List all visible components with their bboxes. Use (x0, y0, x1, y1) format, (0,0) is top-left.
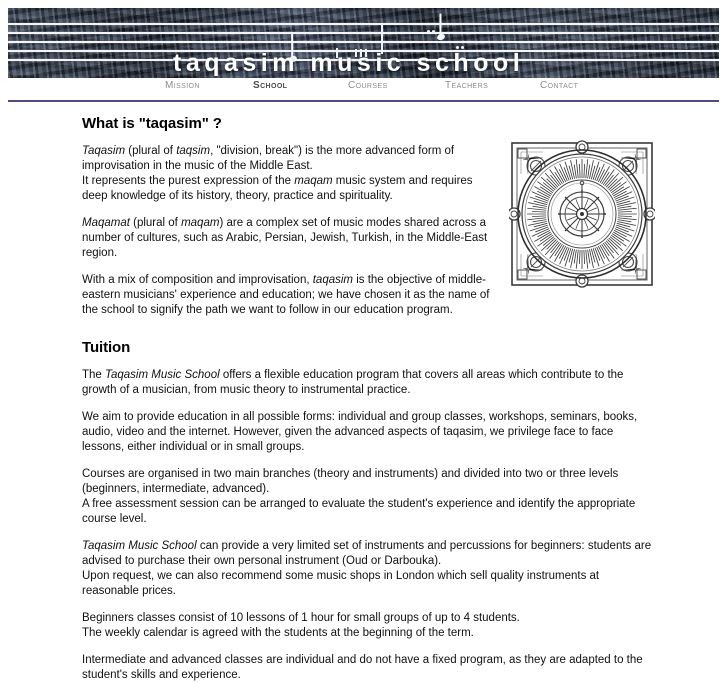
paragraph: Maqamat (plural of maqam) are a complex set of music modes shared across a number of cultures, such as Arabic, Persian, Jewish, Turkish, in the Middle-East region. (82, 217, 488, 259)
paragraph: Taqasim (plural of taqsim, "division, break") is the more advanced form of improvisation in the music of the Middle East. It represents the purest expression of the maqam music system and requires deep knowledge of its history, theory, practice and spirituality. (82, 145, 473, 202)
nav-item-teachers[interactable]: Teachers (445, 80, 489, 91)
site-banner (8, 8, 719, 78)
paragraph: Intermediate and advanced classes are individual and do not have a fixed program, as they are adapted to the student's skills and experience. (82, 654, 643, 681)
music-dots-icon (427, 30, 437, 34)
paragraph: Courses are organised in two main branches (theory and instruments) and divided into two or three levels (beginners, intermediate, advanced). A free assessment session can be arranged to evaluate the student's experience and identify the appropriate course level. (82, 468, 636, 525)
music-note-icon (436, 33, 445, 41)
nav-item-contact[interactable]: Contact (540, 80, 579, 91)
main-navigation (8, 78, 719, 100)
nav-item-mission[interactable]: Mission (165, 80, 200, 91)
page-content (0, 102, 727, 683)
tuition-body (82, 368, 655, 683)
paragraph: The Taqasim Music School offers a flexible education program that covers all areas which contribute to the growth of a musician, from music theory to instrumental practice. (82, 369, 624, 396)
staff-line (8, 23, 719, 25)
paragraph: Taqasim Music School can provide a very limited set of instruments and percussions for beginners: students are advised to purchase their own personal instrument (Oud or Darbouka). Upon request, we can also recommend some music shops in London which sell quality instruments at reasonable prices. (82, 540, 652, 597)
paragraph: With a mix of composition and improvisation, taqasim is the objective of middle-eastern musicians' experience and education; we have chosen it as the name of the school to signify the path we want to follow in our education program. (82, 274, 490, 316)
astrolabe-mandala-icon (509, 140, 655, 288)
staff-line (8, 41, 719, 43)
nav-item-courses[interactable]: Courses (348, 80, 388, 91)
banner-container (0, 0, 727, 78)
nav-item-school[interactable]: School (253, 80, 288, 91)
banner-title: taqasim music school (173, 49, 525, 77)
page-title: What is "taqasim" ? (82, 115, 222, 132)
paragraph: Beginners classes consist of 10 lessons of 1 hour for small groups of up to 4 students. The weekly calendar is agreed with the students at the beginning of the term. (82, 612, 520, 639)
paragraph: We aim to provide education in all possible forms: individual and group classes, workshops, seminars, books, audio, video and the internet. However, given the advanced aspects of taqasim, we privilege face to face lessons, either individual or in small groups. (82, 411, 638, 453)
what-is-body (82, 144, 500, 318)
tuition-heading: Tuition (82, 339, 131, 356)
staff-line (8, 32, 719, 34)
